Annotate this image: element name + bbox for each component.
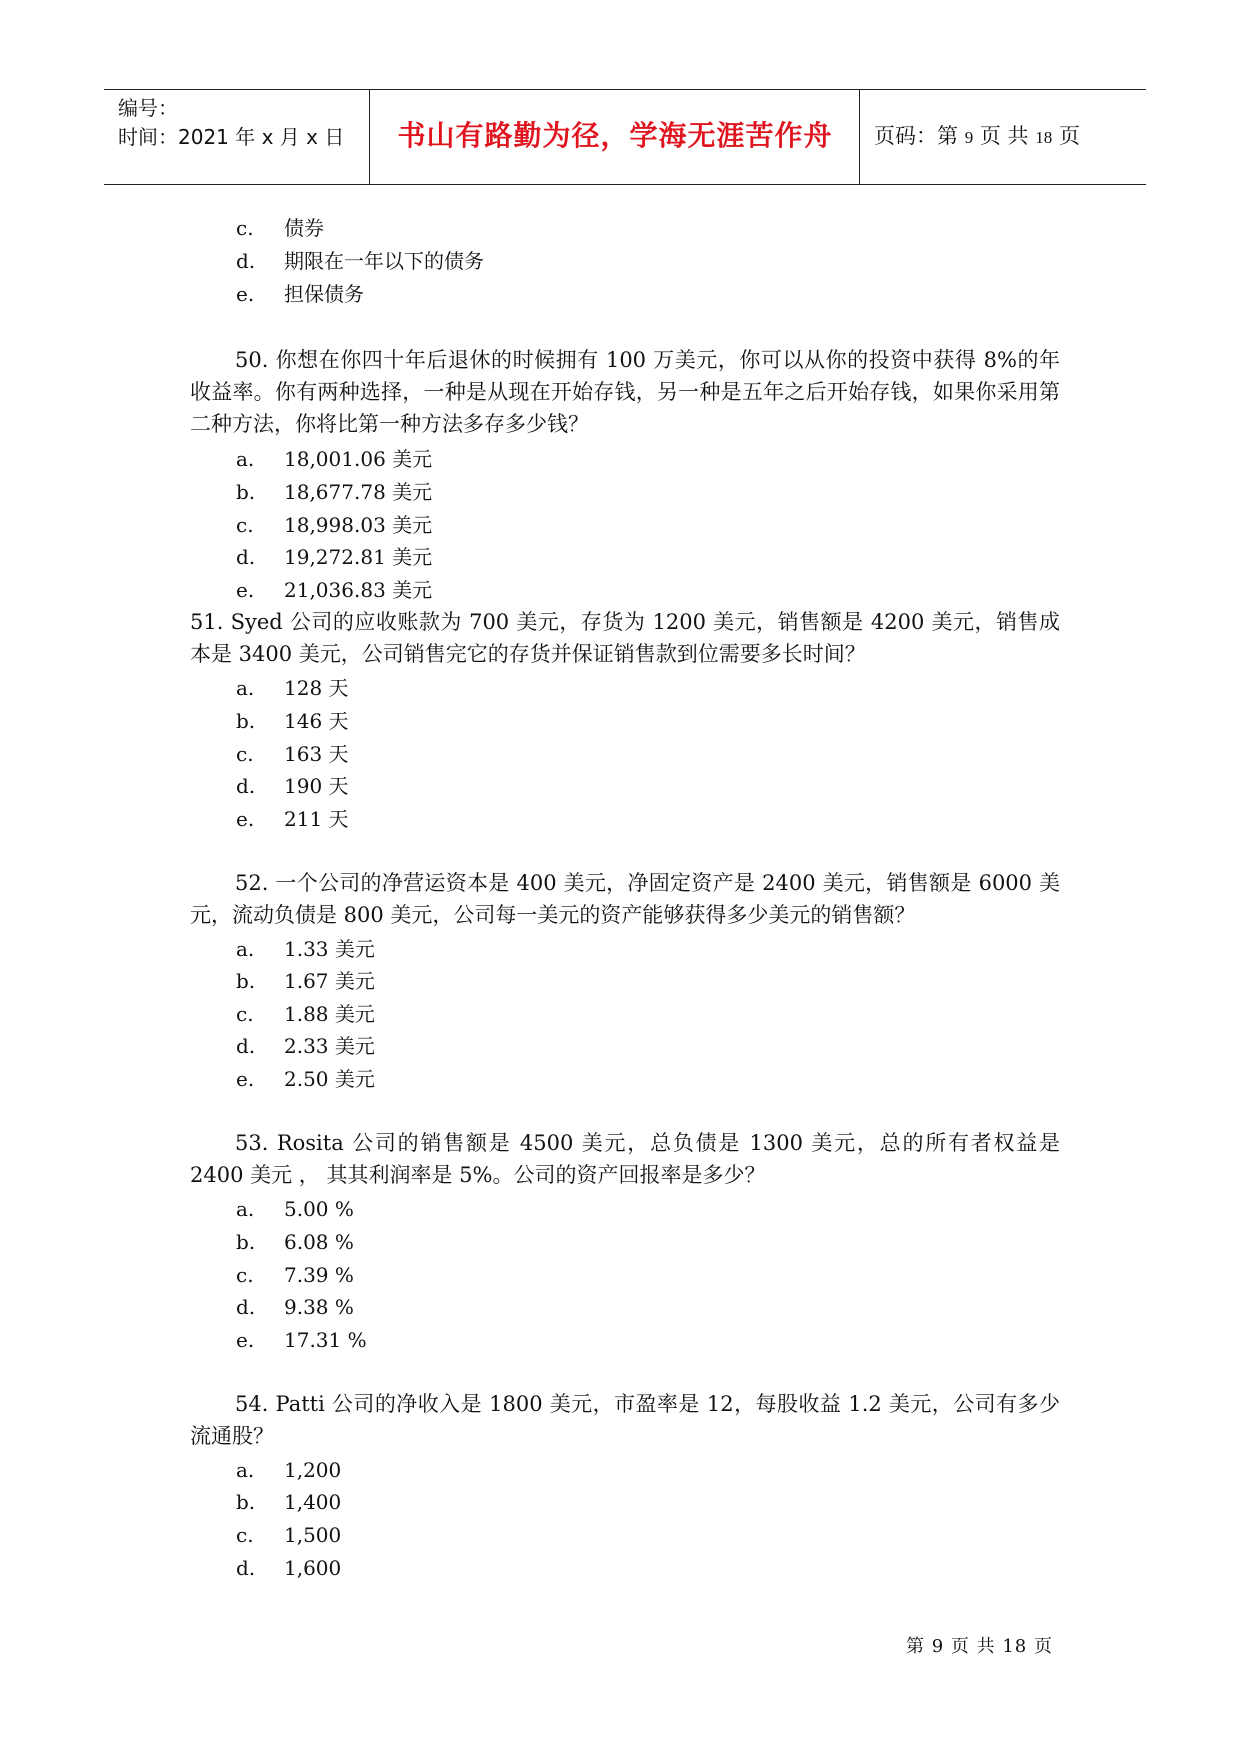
option-letter: d. <box>236 1295 256 1319</box>
option-letter: e. <box>236 1067 255 1091</box>
option-letter: d. <box>236 774 256 798</box>
option-letter: c. <box>236 513 254 537</box>
option-item <box>236 1033 375 1059</box>
option-text: 1.67 美元 <box>284 969 375 993</box>
option-letter: c. <box>236 216 254 240</box>
option-letter: c. <box>236 742 254 766</box>
option-text: 1,500 <box>284 1523 342 1547</box>
option-letter: b. <box>236 709 256 733</box>
option-text: 担保债务 <box>284 282 364 306</box>
option-item <box>236 479 432 505</box>
option-text: 18,998.03 美元 <box>284 513 433 537</box>
option-text: 1.88 美元 <box>284 1002 375 1026</box>
question-text: 53. Rosita 公司的销售额是 4500 美元，总负债是 1300 美元，总的所有者权益是 2400 美元 ， 其其利润率是 5%。公司的资产回报率是多少？ <box>190 1131 1060 1187</box>
page-header <box>104 89 1146 185</box>
option-item <box>236 1294 354 1320</box>
option-item <box>236 1196 354 1222</box>
option-item <box>236 806 349 832</box>
question-text: 52. 一个公司的净营运资本是 400 美元，净固定资产是 2400 美元，销售额是 6000 美元，流动负债是 800 美元，公司每一美元的资产能够获得多少美元的销售额？ <box>190 871 1060 927</box>
option-text: 190 天 <box>284 774 349 798</box>
option-text: 163 天 <box>284 742 349 766</box>
option-item <box>236 1457 341 1483</box>
question-text: 50. 你想在你四十年后退休的时候拥有 100 万美元，你可以从你的投资中获得 8%的年收益率。你有两种选择，一种是从现在开始存钱，另一种是五年之后开始存钱，如果你采用第二种方法，你将比第一种方法多存多少钱？ <box>190 348 1060 436</box>
option-text: 17.31 % <box>284 1328 367 1352</box>
option-text: 1,200 <box>284 1458 342 1482</box>
option-text: 21,036.83 美元 <box>284 578 433 602</box>
header-divider <box>369 90 370 184</box>
option-letter: b. <box>236 1490 256 1514</box>
option-item <box>236 544 432 570</box>
option-item <box>236 1489 341 1515</box>
option-letter: b. <box>236 480 256 504</box>
option-letter: d. <box>236 545 256 569</box>
pager-prefix: 页码：第 <box>874 124 958 148</box>
pager-total-pages: 18 <box>1035 128 1053 147</box>
option-item <box>236 1229 354 1255</box>
option-letter: b. <box>236 969 256 993</box>
option-letter: c. <box>236 1002 254 1026</box>
option-letter: e. <box>236 282 255 306</box>
option-letter: e. <box>236 578 255 602</box>
option-item <box>236 248 484 274</box>
option-text: 18,001.06 美元 <box>284 447 433 471</box>
option-letter: d. <box>236 1034 256 1058</box>
option-item <box>236 1066 375 1092</box>
question-text: 54. Patti 公司的净收入是 1800 美元，市盈率是 12，每股收益 1.2 美元，公司有多少流通股？ <box>190 1392 1061 1448</box>
option-item <box>236 675 349 701</box>
option-text: 债券 <box>284 216 324 240</box>
pager-mid: 页 共 <box>979 124 1029 148</box>
option-letter: e. <box>236 1328 255 1352</box>
option-letter: c. <box>236 1523 254 1547</box>
page-footer: 第 9 页 共 18 页 <box>906 1636 1053 1657</box>
option-text: 6.08 % <box>284 1230 354 1254</box>
option-text: 18,677.78 美元 <box>284 480 433 504</box>
option-letter: e. <box>236 807 255 831</box>
option-text: 211 天 <box>284 807 349 831</box>
option-text: 1,400 <box>284 1490 342 1514</box>
option-text: 2.33 美元 <box>284 1034 375 1058</box>
header-divider <box>859 90 860 184</box>
pager-suffix: 页 <box>1058 124 1080 148</box>
option-item <box>236 281 364 307</box>
option-item <box>236 512 432 538</box>
option-item <box>236 936 375 962</box>
option-letter: a. <box>236 447 255 471</box>
pager-page-number: 9 <box>964 128 974 147</box>
option-item <box>236 1555 341 1581</box>
option-item <box>236 773 349 799</box>
option-letter: a. <box>236 1458 255 1482</box>
option-item <box>236 577 432 603</box>
option-item <box>236 968 375 994</box>
option-letter: d. <box>236 249 256 273</box>
option-text: 1,600 <box>284 1556 342 1580</box>
option-letter: a. <box>236 1197 255 1221</box>
option-text: 7.39 % <box>284 1263 354 1287</box>
option-text: 9.38 % <box>284 1295 354 1319</box>
option-text: 146 天 <box>284 709 349 733</box>
header-page-indicator <box>874 120 1080 150</box>
option-item <box>236 741 349 767</box>
option-item <box>236 708 349 734</box>
option-letter: c. <box>236 1263 254 1287</box>
document-number-label: 编号： <box>118 96 178 120</box>
option-text: 5.00 % <box>284 1197 354 1221</box>
question-text: 51. Syed 公司的应收账款为 700 美元，存货为 1200 美元，销售额是 4200 美元，销售成本是 3400 美元，公司销售完它的存货并保证销售款到位需要多长时间？ <box>190 610 1060 666</box>
option-letter: b. <box>236 1230 256 1254</box>
option-item <box>236 1262 354 1288</box>
option-text: 128 天 <box>284 676 349 700</box>
option-letter: a. <box>236 937 255 961</box>
option-item <box>236 1001 375 1027</box>
document-time-label: 时间：2021 年 x 月 x 日 <box>118 125 345 149</box>
option-item <box>236 1327 367 1353</box>
option-item <box>236 1522 341 1548</box>
option-letter: a. <box>236 676 255 700</box>
option-letter: d. <box>236 1556 256 1580</box>
option-item <box>236 446 432 472</box>
option-text: 期限在一年以下的债务 <box>284 249 484 273</box>
option-text: 19,272.81 美元 <box>284 545 433 569</box>
option-text: 1.33 美元 <box>284 937 375 961</box>
header-motto: 书山有路勤为径，学海无涯苦作舟 <box>397 119 833 152</box>
option-text: 2.50 美元 <box>284 1067 375 1091</box>
option-item <box>236 215 324 241</box>
header-meta <box>118 94 368 152</box>
